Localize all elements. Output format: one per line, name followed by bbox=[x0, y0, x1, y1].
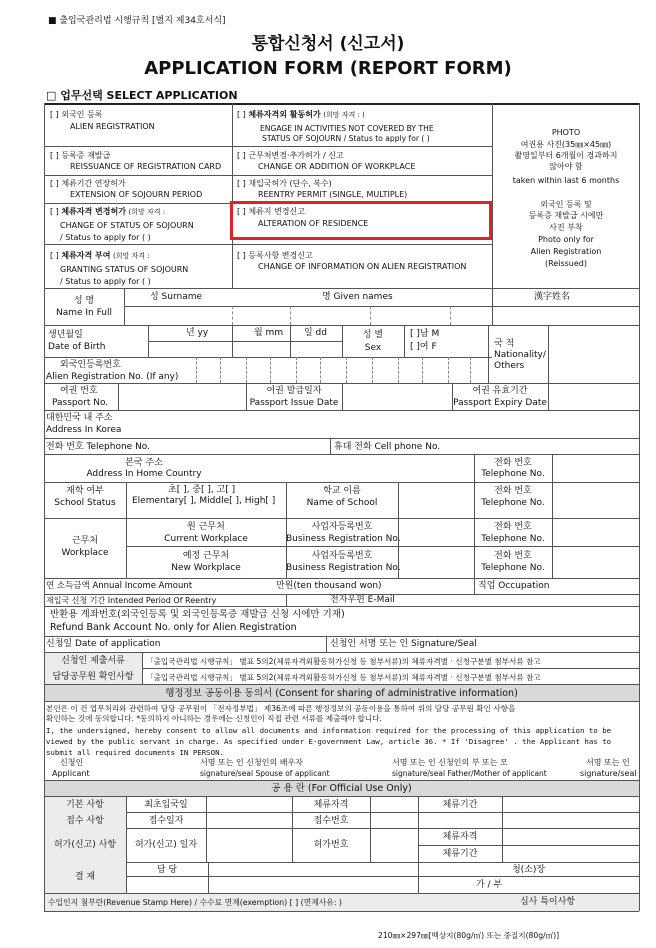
footer-paper-spec: 210㎜×297㎜[백상지(80g/㎡) 또는 중질지(80g/㎡)] bbox=[378, 931, 560, 940]
new-workplace-label-en: New Workplace bbox=[171, 563, 241, 573]
work-tel-label-en: Telephone No. bbox=[481, 534, 545, 544]
option-alien-registration[interactable]: [ ] 외국인 등록 bbox=[50, 110, 103, 119]
nationality-label-en2: Others bbox=[494, 361, 525, 371]
consent-text-en-2: viewed by the public servant in charge. As specified under E-government Law, article 36. * If 'Disagree' . the Applicant has to bbox=[46, 737, 612, 746]
home-tel-label-ko: 전화 번호 bbox=[494, 458, 532, 468]
consent-parent-ko: 서명 또는 인 신청인의 부 또는 모 bbox=[392, 758, 508, 767]
consent-applicant-en: Applicant bbox=[52, 769, 90, 778]
official-receipt-label: 접수 사항 bbox=[66, 816, 104, 826]
issue-date-label-ko: 여권 발급일자 bbox=[266, 386, 322, 396]
income-label: 연 소득금액 Annual Income Amount bbox=[46, 581, 193, 591]
signature-label: 신청인 서명 또는 인 Signature/Seal bbox=[330, 639, 477, 649]
telephone-label: 전화 번호 Telephone No. bbox=[46, 442, 151, 452]
issue-date-label-en: Passport Issue Date bbox=[249, 398, 339, 408]
official-first-entry-label: 최초입국일 bbox=[144, 800, 188, 810]
option-label: ALTERATION OF RESIDENCE bbox=[258, 219, 369, 228]
business-reg-label-en-2: Business Registration No. bbox=[286, 563, 401, 573]
business-reg-label-en: Business Registration No. bbox=[286, 534, 401, 544]
home-address-label-en: Address In Home Country bbox=[86, 469, 202, 479]
nationality-label-en: Nationality/ bbox=[494, 350, 546, 360]
check-docs-label: 담당공무원 확인사항 bbox=[52, 672, 134, 682]
official-permit-label: 허가(신고) 사항 bbox=[53, 840, 117, 850]
consent-applicant-ko: 신청인 bbox=[60, 758, 84, 767]
official-chief-label: 청(소)장 bbox=[511, 865, 546, 875]
nationality-label-ko: 국 적 bbox=[494, 339, 515, 349]
option-reissue-card[interactable]: [ ] 등록증 재발급 bbox=[50, 151, 111, 160]
income-unit-label: 만원(ten thousand won) bbox=[276, 581, 382, 591]
arn-label-ko: 외국인등록번호 bbox=[60, 360, 121, 370]
consent-text-en-3: submit all required documents IN PERSON. bbox=[46, 748, 224, 757]
sex-label-en: Sex bbox=[364, 343, 382, 353]
passport-no-label-ko: 여권 번호 bbox=[60, 386, 98, 396]
official-period-label-2: 체류기간 bbox=[442, 849, 478, 859]
official-use-title: 공 용 란 (For Official Use Only) bbox=[271, 783, 412, 794]
name-label-en: Name In Full bbox=[55, 308, 113, 318]
passport-no-label-en: Passport No. bbox=[52, 398, 109, 408]
official-receipt-no-label: 접수번호 bbox=[313, 816, 349, 826]
day-label: 일 dd bbox=[304, 328, 327, 338]
school-name-label-ko: 학교 이름 bbox=[323, 486, 361, 496]
application-date-label: 신청일 Date of application bbox=[46, 639, 161, 649]
workplace-label-ko: 근무처 bbox=[71, 536, 99, 546]
option-label: EXTENSION OF SOJOURN PERIOD bbox=[70, 190, 203, 199]
submit-docs-label: 신청인 제출서류 bbox=[61, 656, 125, 666]
school-name-label-en: Name of School bbox=[306, 498, 378, 508]
submit-docs-text: 「출입국관리법 시행규칙」 별표 5의2(체류자격외활동허가신청 등 첨부서류)의 체류자격별 · 신청구분별 첨부서류 참고 bbox=[146, 657, 541, 666]
option-label: CHANGE OF STATUS OF SOJOURN bbox=[60, 221, 194, 230]
consent-sig-ko: 서명 또는 인 bbox=[586, 758, 630, 767]
option-label: REENTRY PERMIT (SINGLE, MULTIPLE) bbox=[258, 190, 408, 199]
title-english: APPLICATION FORM (REPORT FORM) bbox=[144, 58, 512, 79]
official-decision-label: 결 재 bbox=[74, 872, 96, 882]
consent-text-en-1: I, the undersigned, hereby consent to allow all documents and information required for the processing of this application to be bbox=[46, 726, 612, 735]
official-receipt-date-label: 접수일자 bbox=[148, 816, 184, 826]
check-docs-text: 「출입국관리법 시행규칙」 별표 5의2(체류자격외활동허가신청 등 첨부서류)의 체류자격별 · 신청구분별 첨부서류 참고 bbox=[146, 673, 541, 682]
workplace-label-en: Workplace bbox=[61, 548, 109, 558]
sex-female-checkbox[interactable]: [ ]여 F bbox=[410, 342, 437, 352]
hanja-name-label: 漢字姓名 bbox=[534, 292, 571, 302]
option-change-status[interactable]: [ ] 체류자격 변경허가 (희망 자격 : bbox=[50, 207, 166, 216]
option-label: GRANTING STATUS OF SOJOURN bbox=[60, 265, 189, 274]
option-label: ENGAGE IN ACTIVITIES NOT COVERED BY THE bbox=[260, 124, 434, 133]
dob-label-en: Date of Birth bbox=[48, 342, 106, 352]
option-label: CHANGE OR ADDITION OF WORKPLACE bbox=[258, 162, 416, 171]
home-tel-label-en: Telephone No. bbox=[481, 469, 545, 479]
sex-label-ko: 성 별 bbox=[362, 330, 384, 340]
year-label: 년 yy bbox=[186, 328, 209, 338]
consent-title: 행정정보 공동이용 동의서 (Consent for sharing of administrative information) bbox=[165, 688, 518, 699]
option-workplace[interactable]: [ ] 근무처변경·추가허가 / 신고 bbox=[237, 151, 344, 160]
form-id: ■ 출입국관리법 시행규칙 [별지 제34호서식] bbox=[48, 16, 226, 26]
sex-male-checkbox[interactable]: [ ]남 M bbox=[410, 329, 440, 339]
official-permit-date-label: 허가(신고) 일자 bbox=[134, 840, 198, 850]
expiry-date-label-ko: 여권 유효기간 bbox=[472, 386, 528, 396]
official-basic-label: 기본 사항 bbox=[66, 800, 104, 810]
option-change-info[interactable]: [ ] 등록사항 변경신고 bbox=[237, 251, 313, 260]
option-label: / Status to apply for ( ) bbox=[60, 233, 151, 242]
school-status-label-ko: 재학 여부 bbox=[66, 486, 104, 496]
dob-label-ko: 생년월일 bbox=[48, 330, 83, 340]
option-granting[interactable]: [ ] 체류자격 부여 (희망 자격 : bbox=[50, 251, 150, 260]
cellphone-label: 휴대 전화 Cell phone No. bbox=[334, 442, 441, 452]
name-label-ko: 성 명 bbox=[73, 296, 95, 306]
surname-label: 성 Surname bbox=[150, 292, 203, 302]
option-activities[interactable]: [ ] 체류자격외 활동허가 (희망 자격 : ) bbox=[237, 110, 365, 119]
school-level-checkboxes-ko[interactable]: 초[ ], 중[ ], 고[ ] bbox=[168, 485, 236, 495]
school-status-label-en: School Status bbox=[54, 498, 116, 508]
option-label: / Status to apply for ( ) bbox=[60, 277, 151, 286]
consent-sig-en: signature/seal bbox=[580, 769, 637, 778]
reentry-period-label: 재입국 신청 기간 Intended Period Of Reentry bbox=[46, 596, 217, 605]
official-yes-no-label: 가 / 부 bbox=[476, 880, 503, 890]
option-extension[interactable]: [ ] 체류기간 연장허가 bbox=[50, 179, 126, 188]
new-workplace-label-ko: 예정 근무처 bbox=[182, 551, 230, 561]
email-label: 전자우편 E-Mail bbox=[330, 595, 395, 605]
new-work-tel-label-ko: 전화 번호 bbox=[494, 551, 532, 561]
business-reg-label-ko-2: 사업자등록번호 bbox=[311, 551, 373, 561]
address-korea-label-en: Address In Korea bbox=[46, 425, 122, 435]
consent-spouse-en: signature/seal Spouse of applicant bbox=[200, 769, 330, 778]
occupation-label: 직업 Occupation bbox=[478, 581, 550, 591]
option-label: CHANGE OF INFORMATION ON ALIEN REGISTRATION bbox=[258, 262, 467, 271]
option-label: STATUS OF SOJOURN / Status to apply for ( ) bbox=[262, 134, 430, 143]
current-workplace-label-ko: 원 근무처 bbox=[187, 522, 225, 532]
official-officer-label: 담 당 bbox=[156, 865, 178, 875]
current-workplace-label-en: Current Workplace bbox=[164, 534, 248, 544]
title-korean: 통합신청서 (신고서) bbox=[251, 34, 405, 54]
given-names-label: 명 Given names bbox=[322, 292, 393, 302]
option-alteration[interactable]: [ ] 체류지 변경신고 bbox=[237, 207, 305, 216]
option-label: REISSUANCE OF REGISTRATION CARD bbox=[70, 162, 222, 171]
photo-area: PHOTO 여권용 사진(35㎜×45㎜) 촬영일부터 6개월이 경과하지 않아야 함 taken within last 6 months 외국인 등록 및 등록증 재발급 시에만 사진 부착 Photo only for Alien Registration (Reissued) bbox=[512, 128, 620, 268]
consent-text-ko-1: 본인은 이 건 업무처리와 관련하여 담당 공무원이 「전자정부법」 제36조에 따른 행정정보의 공동이용을 통하여 위의 담당 공무원 확인 사항을 bbox=[46, 704, 516, 713]
arn-label-en: Alien Registration No. (If any) bbox=[46, 372, 179, 382]
refund-label-en: Refund Bank Account No. only for Alien Registration bbox=[50, 622, 297, 633]
review-notes-label: 심사 특이사항 bbox=[519, 897, 576, 907]
school-level-checkboxes-en[interactable]: Elementary[ ], Middle[ ], High[ ] bbox=[132, 496, 276, 506]
school-tel-label-ko: 전화 번호 bbox=[494, 486, 532, 496]
work-tel-label-ko: 전화 번호 bbox=[494, 522, 532, 532]
refund-label-ko: 반환용 계좌번호(외국인등록 및 외국인등록증 재발급 신청 시에만 기재) bbox=[50, 609, 345, 620]
option-reentry[interactable]: [ ] 재입국허가 (단수, 복수) bbox=[237, 179, 332, 188]
official-status-label-2: 체류자격 bbox=[442, 832, 478, 842]
official-permit-no-label: 허가번호 bbox=[313, 840, 349, 850]
month-label: 월 mm bbox=[254, 328, 284, 338]
revenue-stamp-label: 수입인지 첨부란(Revenue Stamp Here) / 수수료 면제(exemption) [ ] (면제사유: ) bbox=[48, 898, 342, 907]
school-tel-label-en: Telephone No. bbox=[481, 498, 545, 508]
section-title: □ 업무선택 SELECT APPLICATION bbox=[46, 89, 238, 102]
address-korea-label-ko: 대한민국 내 주소 bbox=[46, 413, 113, 423]
consent-spouse-ko: 서명 또는 인 신청인의 배우자 bbox=[200, 758, 303, 767]
business-reg-label-ko: 사업자등록번호 bbox=[311, 522, 373, 532]
official-period-label: 체류기간 bbox=[442, 800, 478, 810]
consent-parent-en: signature/seal Father/Mother of applicant bbox=[392, 769, 547, 778]
option-label: ALIEN REGISTRATION bbox=[70, 122, 155, 131]
official-status-label: 체류자격 bbox=[313, 800, 349, 810]
new-work-tel-label-en: Telephone No. bbox=[481, 563, 545, 573]
expiry-date-label-en: Passport Expiry Date bbox=[453, 398, 547, 408]
consent-text-ko-2: 확인하는 것에 동의합니다. *동의하지 아니하는 경우에는 신청인이 직접 관련 서류를 제출해야 합니다. bbox=[46, 714, 382, 723]
home-address-label-ko: 본국 주소 bbox=[125, 458, 163, 468]
